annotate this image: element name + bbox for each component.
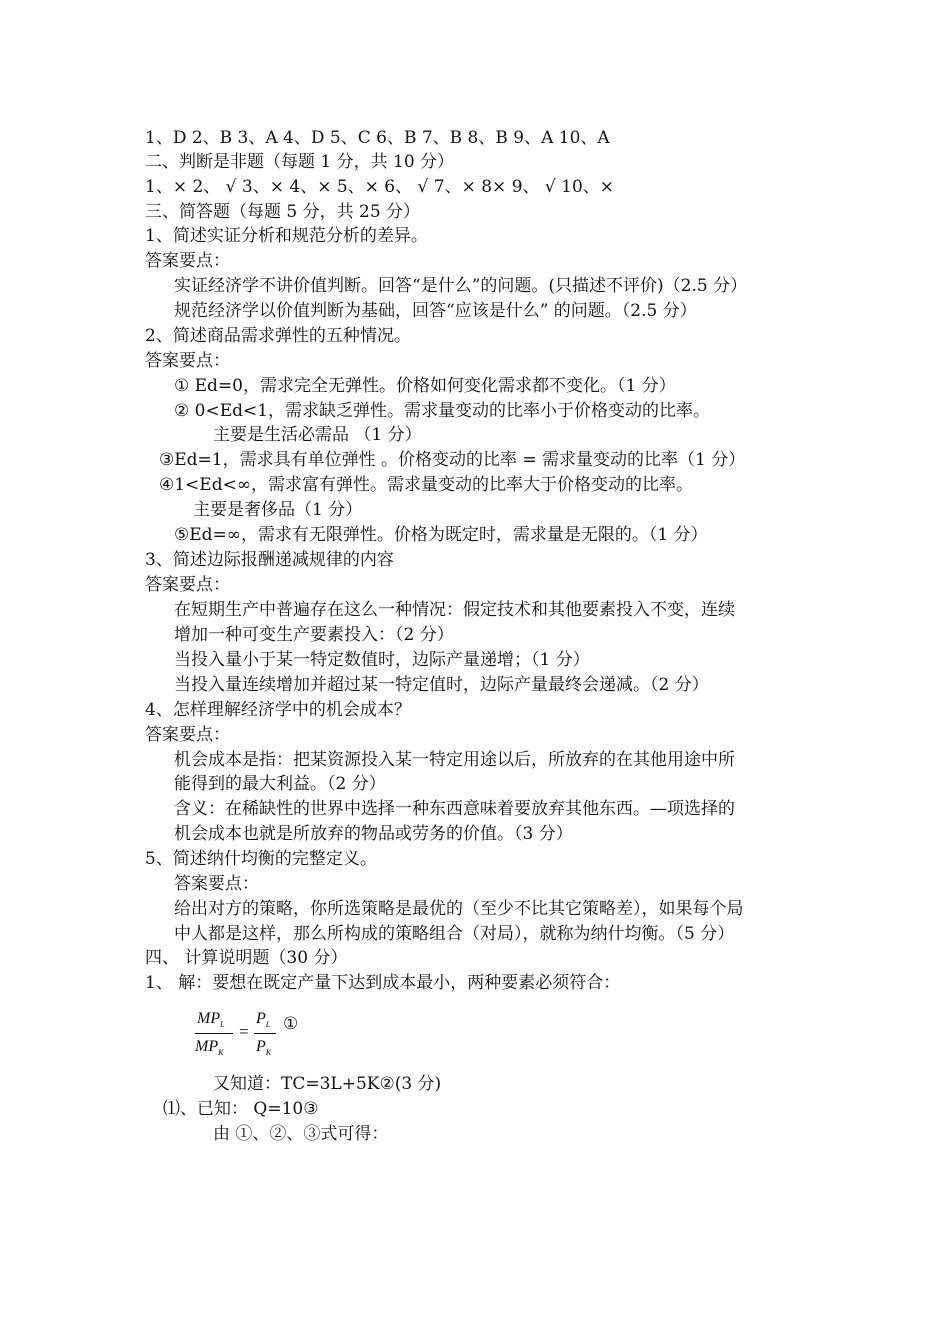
section-heading: 三、简答题（每题 5 分，共 25 分） — [145, 202, 421, 222]
text-line: ① Ed=0，需求完全无弹性。价格如何变化需求都不变化。（1 分） — [174, 376, 676, 396]
section-heading: 二、判断是非题（每题 1 分，共 10 分） — [145, 152, 455, 172]
answer-label: 答案要点： — [174, 874, 259, 894]
formula-equals: = — [239, 1022, 249, 1041]
text-line: ② 0<Ed<1，需求缺乏弹性。需求量变动的比率小于价格变动的比率。 — [174, 401, 711, 421]
question: 4、怎样理解经济学中的机会成本？ — [145, 700, 411, 720]
question: 2、简述商品需求弹性的五种情况。 — [145, 326, 411, 346]
text-line: 实证经济学不讲价值判断。回答“是什么”的问题。(只描述不评价)（2.5 分） — [174, 276, 748, 296]
text-line: 规范经济学以价值判断为基础，回答“应该是什么” 的问题。（2.5 分） — [174, 301, 697, 321]
text-line: 机会成本也就是所放弃的物品或劳务的价值。（3 分） — [174, 824, 573, 844]
formula-num-left: $MP_L$ — [197, 1010, 225, 1030]
text-line: 在短期生产中普遍存在这么一种情况：假定技术和其他要素投入不变，连续 — [174, 600, 735, 620]
formula-num-right: $P_L$ — [256, 1010, 271, 1030]
text-line: 当投入量连续增加并超过某一特定值时，边际产量最终会递减。（2 分） — [174, 675, 709, 695]
question: 3、简述边际报酬递减规律的内容 — [145, 550, 394, 570]
cost-min-formula — [193, 1008, 313, 1068]
text-line: 当投入量小于某一特定数值时，边际产量递增；（1 分） — [174, 650, 590, 670]
text-line: ⑴、已知： Q=10③ — [163, 1099, 319, 1119]
answer-label: 答案要点： — [145, 725, 230, 745]
text-line: ⑤Ed=∞，需求有无限弹性。价格为既定时，需求量是无限的。（1 分） — [174, 525, 708, 545]
section-heading: 四、 计算说明题（30 分） — [145, 948, 348, 968]
fraction-bar — [254, 1033, 276, 1034]
formula-marker: ① — [283, 1014, 299, 1033]
text-line: 主要是生活必需品 （1 分） — [213, 425, 422, 445]
text-line: ④1<Ed<∞，需求富有弹性。需求量变动的比率大于价格变动的比率。 — [159, 475, 693, 495]
text-line: 机会成本是指：把某资源投入某一特定用途以后，所放弃的在其他用途中所 — [174, 750, 735, 770]
formula-den-left: $MP_K$ — [195, 1038, 224, 1058]
text-line: 1、× 2、 √ 3、× 4、× 5、× 6、 √ 7、× 8× 9、 √ 10、× — [145, 177, 615, 197]
text-line: 主要是奢侈品（1 分） — [193, 500, 363, 520]
text-line: 增加一种可变生产要素投入：（2 分） — [174, 625, 454, 645]
text-line: 中人都是这样，那么所构成的策略组合（对局），就称为纳什均衡。（5 分） — [174, 924, 735, 944]
text-line: 给出对方的策略，你所选策略是最优的（至少不比其它策略差），如果每个局 — [174, 899, 744, 919]
text-line: 由 ①、②、③式可得： — [213, 1124, 389, 1144]
text-line: 1、 解：要想在既定产量下达到成本最小，两种要素必须符合： — [145, 973, 621, 993]
fraction-bar — [195, 1033, 233, 1034]
text-line: 含义：在稀缺性的世界中选择一种东西意味着要放弃其他东西。—项选择的 — [174, 799, 735, 819]
answer-label: 答案要点： — [145, 251, 230, 271]
answer-label: 答案要点： — [145, 351, 230, 371]
text-line: 能得到的最大利益。（2 分） — [174, 774, 386, 794]
text-line: 又知道：TC=3L+5K②(3 分) — [213, 1074, 442, 1094]
text-line: 1、D 2、B 3、A 4、D 5、C 6、B 7、B 8、B 9、A 10、A — [145, 128, 610, 148]
formula-den-right: $P_K$ — [256, 1038, 272, 1058]
question: 1、简述实证分析和规范分析的差异。 — [145, 226, 428, 246]
question: 5、简述纳什均衡的完整定义。 — [145, 849, 377, 869]
answer-label: 答案要点： — [145, 575, 230, 595]
text-line: ③Ed=1，需求具有单位弹性 。价格变动的比率 = 需求量变动的比率（1 分） — [159, 450, 746, 470]
